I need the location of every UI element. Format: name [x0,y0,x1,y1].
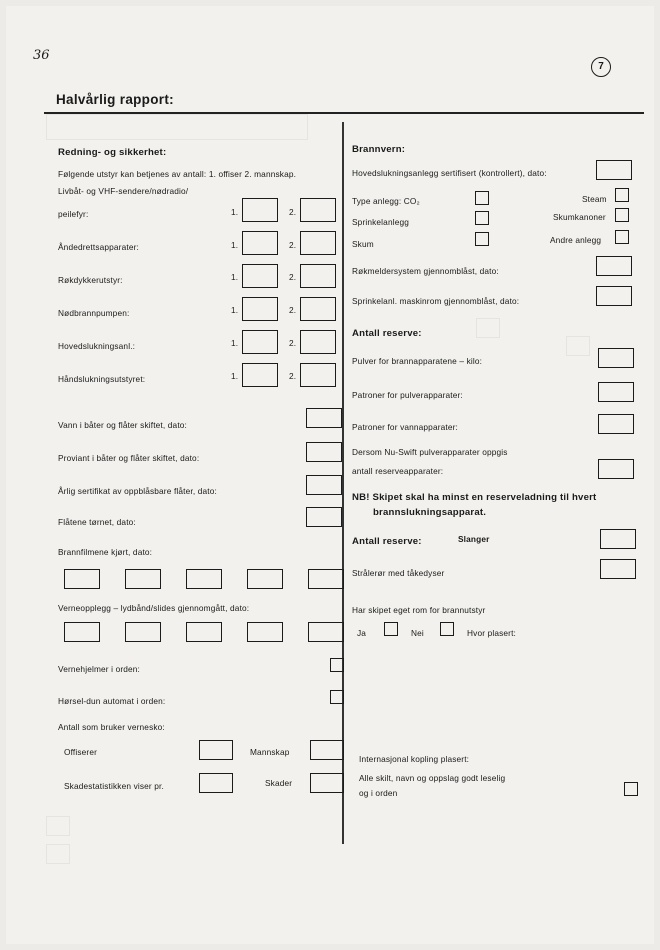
patroner-pulver-field[interactable] [598,382,634,402]
antall-vernesko-label: Antall som bruker vernesko: [58,722,165,732]
pulver-label: Pulver for brannapparatene – kilo: [352,356,483,366]
livbat-label-line1: Livbåt- og VHF-sendere/nødradio/ [58,186,189,196]
crew-prefix: 2. [289,371,297,381]
crew-prefix: 2. [289,338,297,348]
skum-checkbox[interactable] [475,232,489,246]
sprinkelanlegg-label: Sprinkelanlegg [352,217,409,227]
vernehjelmer-label: Vernehjelmer i orden: [58,664,141,674]
flatene-tornet-date-field[interactable] [306,507,342,527]
offiserer-label: Offiserer [64,747,98,757]
show-through-mark [566,336,590,356]
patroner-pulver-label: Patroner for pulverapparater: [352,390,463,400]
livbat-label: peilefyr: [58,209,89,219]
type-anlegg-co2-label: Type anlegg: CO₂ [352,196,420,206]
sprinkelanlegg-checkbox[interactable] [475,211,489,225]
rokmelder-label: Røkmeldersystem gjennomblåst, dato: [352,266,499,276]
handslukning-crew-field[interactable] [300,363,336,387]
nu-swift-reserve-field[interactable] [598,459,634,479]
ja-checkbox[interactable] [384,622,398,636]
nei-checkbox[interactable] [440,622,454,636]
handslukning-officer-field[interactable] [242,363,278,387]
page-title: Halvårlig rapport: [56,92,174,107]
sprinkel-maskinrom-date-field[interactable] [596,286,632,306]
rokdykker-label: Røkdykkerutstyr: [58,275,123,285]
skadestatistikk-label: Skadestatistikken viser pr. [64,781,164,791]
nodbrannpumpe-officer-field[interactable] [242,297,278,321]
crew-prefix: 2. [289,272,297,282]
skumkanoner-label: Skumkanoner [553,212,606,222]
brannutstyr-rom-label: Har skipet eget rom for brannutstyr [352,605,486,615]
hovedslukning-sertifisert-date-field[interactable] [596,160,632,180]
column-divider [342,122,344,844]
vann-skiftet-date-field[interactable] [306,408,342,428]
officer-prefix: 1. [231,240,239,250]
verneopplegg-date-5[interactable] [308,622,344,642]
section-number-circle: 7 [591,57,611,77]
ja-label: Ja [357,628,367,638]
andre-anlegg-checkbox[interactable] [615,230,629,244]
proviant-skiftet-date-field[interactable] [306,442,342,462]
crew-prefix: 2. [289,207,297,217]
patroner-vann-label: Patroner for vannapparater: [352,422,458,432]
skum-label: Skum [352,239,374,249]
pulver-kilo-field[interactable] [598,348,634,368]
rokdykker-officer-field[interactable] [242,264,278,288]
horsel-label: Hørsel-dun automat i orden: [58,696,166,706]
safety-intro: Følgende utstyr kan betjenes av antall: 1. offiser 2. mannskap. [58,169,297,179]
brannfilmene-label: Brannfilmene kjørt, dato: [58,547,153,557]
brannfilmene-date-5[interactable] [308,569,344,589]
hovedslukningsanl-label: Hovedslukningsanl.: [58,341,136,351]
skader-count-field[interactable] [310,773,344,793]
crew-prefix: 2. [289,305,297,315]
skader-label: Skader [265,778,293,788]
livbat-crew-field[interactable] [300,198,336,222]
title-rule [44,112,644,114]
alle-skilt-label-line1: Alle skilt, navn og oppslag godt leselig [359,773,506,783]
nb-note-line2: brannslukningsapparat. [373,507,487,518]
andre-anlegg-label: Andre anlegg [550,235,602,245]
offiserer-count-field[interactable] [199,740,233,760]
vernehjelmer-checkbox[interactable] [330,658,344,672]
brannfilmene-date-2[interactable] [125,569,161,589]
officer-prefix: 1. [231,371,239,381]
show-through-mark [476,318,500,338]
co2-checkbox[interactable] [475,191,489,205]
brannfilmene-date-1[interactable] [64,569,100,589]
nodbrannpumpe-crew-field[interactable] [300,297,336,321]
mannskap-label: Mannskap [250,747,290,757]
nu-swift-label-line1: Dersom Nu-Swift pulverapparater oppgis [352,447,508,457]
hovedslukningsanl-crew-field[interactable] [300,330,336,354]
andedrett-label: Åndedrettsapparater: [58,242,139,252]
nodbrannpumpe-label: Nødbrannpumpen: [58,308,130,318]
skumkanoner-checkbox[interactable] [615,208,629,222]
steam-checkbox[interactable] [615,188,629,202]
verneopplegg-date-4[interactable] [247,622,283,642]
proviant-skiftet-label: Proviant i båter og flåter skiftet, dato: [58,453,200,463]
antall-reserve-heading-2: Antall reserve: [352,536,422,547]
skadestatistikk-date-field[interactable] [199,773,233,793]
alle-skilt-label-line2: og i orden [359,788,398,798]
hovedslukning-sertifisert-label: Hovedslukningsanlegg sertifisert (kontrollert), dato: [352,168,547,178]
officer-prefix: 1. [231,207,239,217]
verneopplegg-date-1[interactable] [64,622,100,642]
stralerer-label: Strålerør med tåkedyser [352,568,445,578]
mannskap-count-field[interactable] [310,740,344,760]
brannfilmene-date-4[interactable] [247,569,283,589]
vann-skiftet-label: Vann i båter og flåter skiftet, dato: [58,420,187,430]
show-through-mark [46,114,308,140]
nu-swift-label-line2: antall reserveapparater: [352,466,444,476]
verneopplegg-date-2[interactable] [125,622,161,642]
verneopplegg-label: Verneopplegg – lydbånd/slides gjennomgått, dato: [58,603,250,613]
page-number: 36 [33,48,50,63]
andedrett-crew-field[interactable] [300,231,336,255]
andedrett-officer-field[interactable] [242,231,278,255]
rokdykker-crew-field[interactable] [300,264,336,288]
show-through-mark [46,816,70,836]
sprinkel-maskinrom-label: Sprinkelanl. maskinrom gjennomblåst, dato: [352,296,520,306]
slanger-label: Slanger [458,534,490,544]
flatene-tornet-label: Flåtene tørnet, dato: [58,517,136,527]
brannvern-heading: Brannvern: [352,144,406,155]
patroner-vann-field[interactable] [598,414,634,434]
sertifikat-flater-label: Årlig sertifikat av oppblåsbare flåter, dato: [58,486,217,496]
alle-skilt-checkbox[interactable] [624,782,638,796]
antall-reserve-heading-1: Antall reserve: [352,328,422,339]
internasjonal-kopling-label: Internasjonal kopling plasert: [359,754,470,764]
steam-label: Steam [582,194,607,204]
horsel-checkbox[interactable] [330,690,344,704]
rokmelder-date-field[interactable] [596,256,632,276]
officer-prefix: 1. [231,338,239,348]
nei-label: Nei [411,628,424,638]
livbat-officer-field[interactable] [242,198,278,222]
show-through-mark [46,844,70,864]
form-page [6,6,654,944]
hvor-plasert-label: Hvor plasert: [467,628,516,638]
handslukning-label: Håndslukningsutstyret: [58,374,146,384]
officer-prefix: 1. [231,305,239,315]
safety-heading: Redning- og sikkerhet: [58,147,167,158]
hovedslukningsanl-officer-field[interactable] [242,330,278,354]
slanger-count-field[interactable] [600,529,636,549]
stralerer-count-field[interactable] [600,559,636,579]
brannfilmene-date-3[interactable] [186,569,222,589]
sertifikat-flater-date-field[interactable] [306,475,342,495]
verneopplegg-date-3[interactable] [186,622,222,642]
officer-prefix: 1. [231,272,239,282]
nb-note-line1: NB! Skipet skal ha minst en reserveladning til hvert [352,492,597,503]
crew-prefix: 2. [289,240,297,250]
